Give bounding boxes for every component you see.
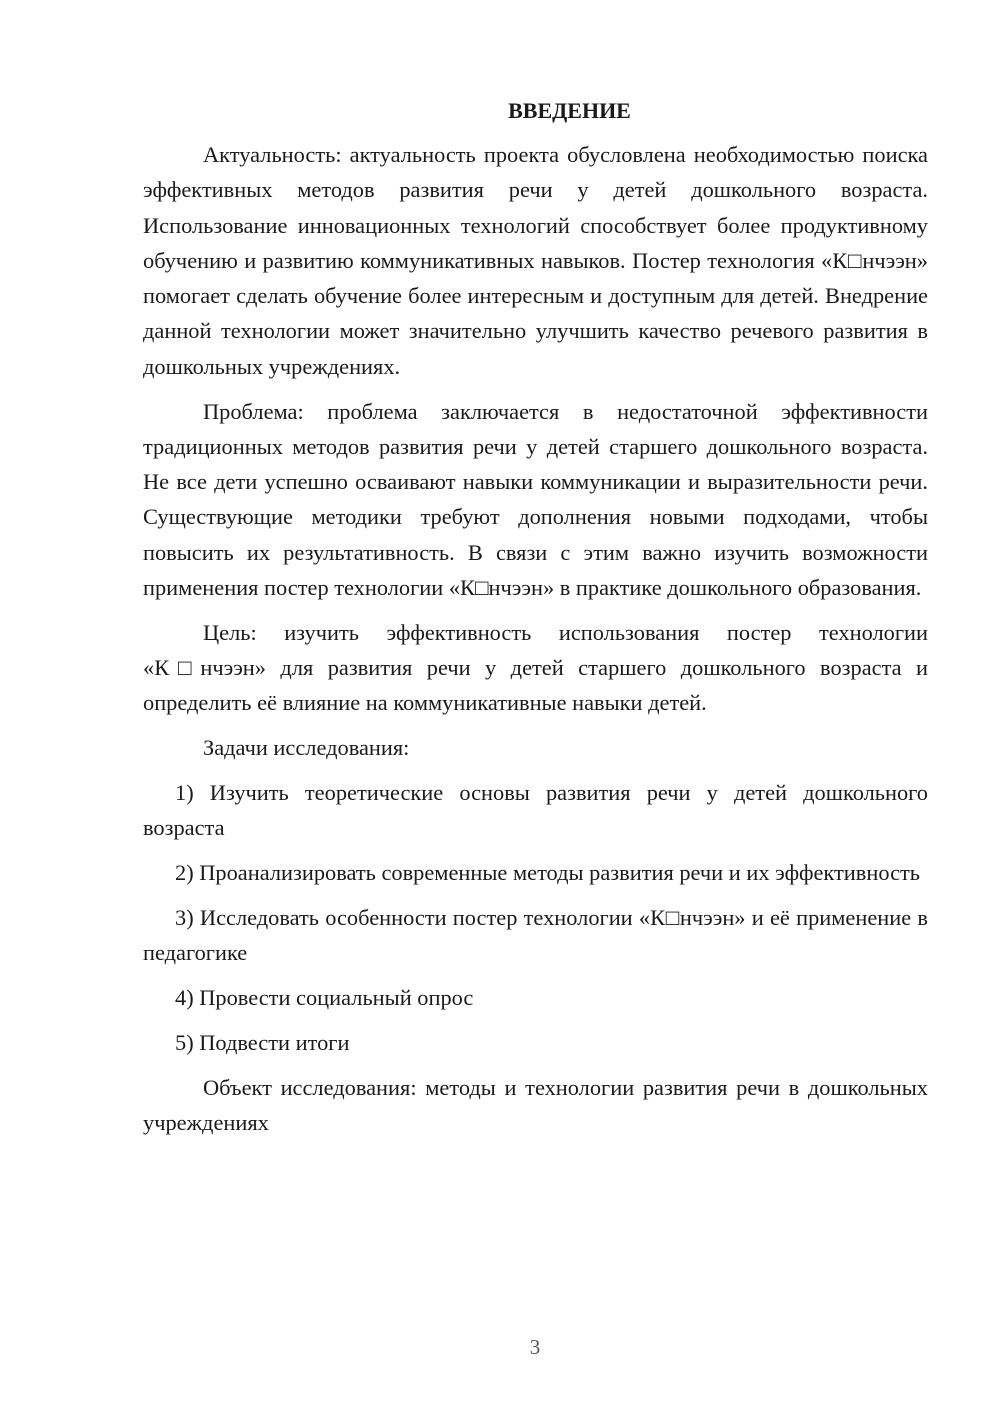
paragraph-goal: Цель: изучить эффективность использования постер технологии «К□нчээн» для развития речи у детей старшего дошкольного возраста и определить её влияние на коммуникативные навыки детей. (143, 619, 928, 716)
paragraph-object: Объект исследования: методы и технологии развития речи в дошкольных учреждениях (143, 1074, 928, 1135)
task-item-4: 4) Провести социальный опрос (175, 985, 474, 1011)
task-item-3: 3) Исследовать особенности постер технологии «К□нчээн» и её применение в педагогике (143, 904, 928, 966)
task-item-1: 1) Изучить теоретические основы развития речи у детей дошкольного возраста (143, 780, 928, 841)
page-number: 3 (529, 1335, 541, 1359)
paragraph-problem: Проблема: проблема заключается в недостаточной эффективности традиционных методов развития речи у детей старшего дошкольного возраста. Не все дети успешно осваивают навыки коммуникации и выразительности речи. Существующие методики требуют дополнения новыми подходами, чтобы повысить их результативность. В связи с этим важно изучить возможности применения постер технологии «К□нчээн» в практике дошкольного образования. (143, 398, 928, 601)
page-content (143, 96, 928, 1140)
task-item-2: 2) Проанализировать современные методы развития речи и их эффективность (175, 860, 921, 886)
paragraph-relevance: Актуальность: актуальность проекта обусловлена необходимостью поиска эффективных методов развития речи у детей дошкольного возраста. Использование инновационных технологий способствует более продуктивному обучению и развитию коммуникативных навыков. Постер технология «К□нчээн» помогает сделать обучение более интересным и доступным для детей. Внедрение данной технологии может значительно улучшить качество речевого развития в дошкольных учреждениях. (143, 142, 928, 379)
section-heading: ВВЕДЕНИЕ (508, 98, 631, 123)
task-item-5: 5) Подвести итоги (175, 1029, 350, 1055)
tasks-title: Задачи исследования: (203, 735, 410, 761)
